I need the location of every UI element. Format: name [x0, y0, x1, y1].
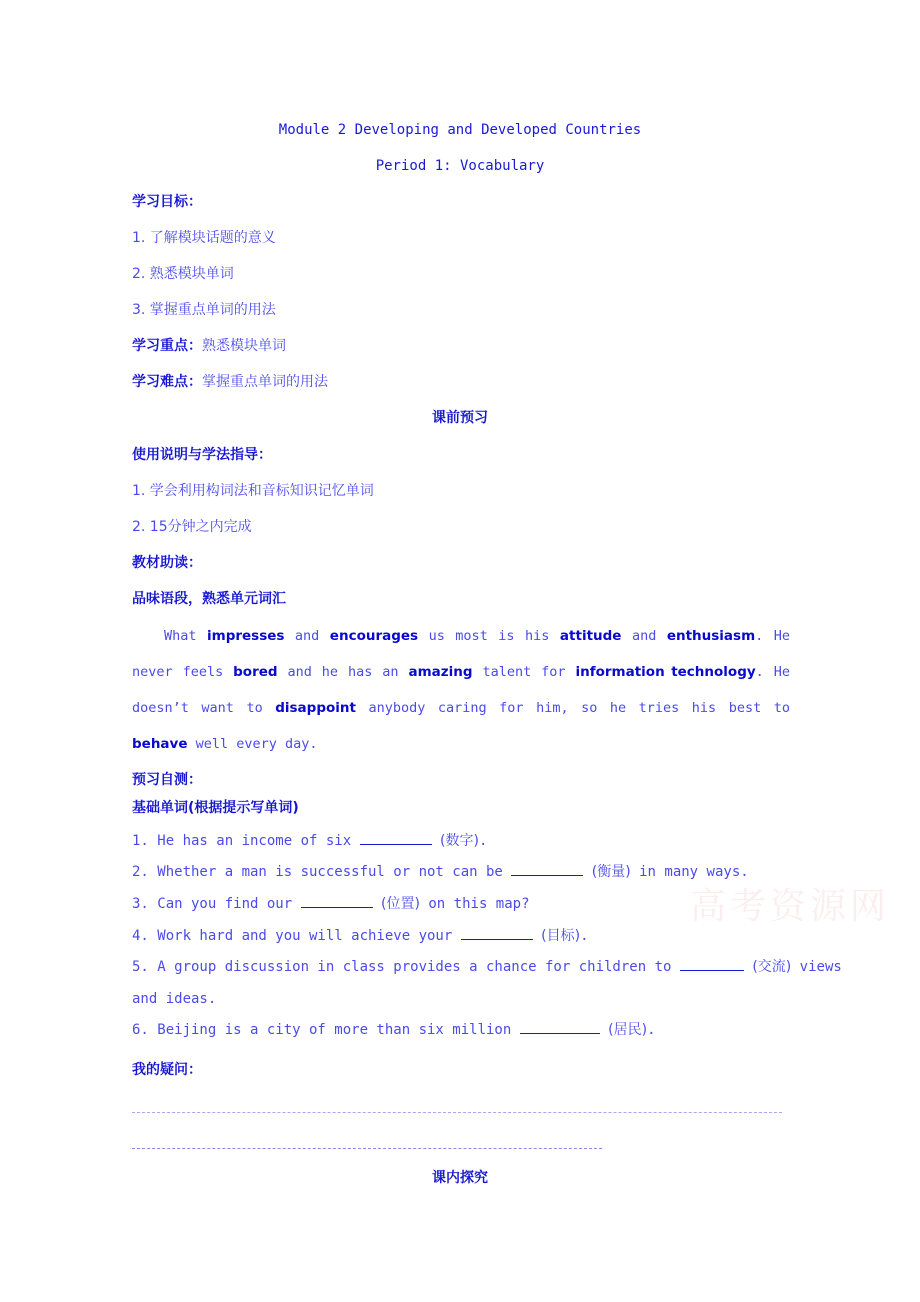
selftest-label: 预习自测： — [132, 772, 202, 788]
difficulty-line — [132, 373, 328, 391]
period-title: Period 1: Vocabulary — [375, 158, 545, 174]
answer-blank[interactable] — [301, 907, 373, 908]
answer-line[interactable] — [132, 1148, 602, 1149]
passage-text: talent for — [472, 664, 576, 680]
watermark: 高考资源网 — [690, 886, 891, 927]
reading-label: 教材助读： — [132, 555, 202, 571]
exercise-text: . — [580, 928, 589, 944]
exercise-item — [132, 927, 589, 945]
exercise-text: 1. He has an income of six — [132, 833, 360, 849]
exercise-text: views — [791, 959, 842, 975]
inclass-heading: 课内探究 — [432, 1170, 488, 1186]
answer-blank[interactable] — [680, 970, 744, 971]
exercise-item — [132, 895, 530, 913]
difficulty-label: 学习难点： — [132, 374, 202, 390]
answer-blank[interactable] — [511, 875, 583, 876]
exercise-text: 2. Whether a man is successful or not can be — [132, 864, 512, 880]
difficulty-text: 掌握重点单词的用法 — [202, 374, 328, 390]
exercise-text: . — [478, 833, 488, 849]
exercise-continuation: and ideas. — [132, 991, 217, 1007]
passage-text: What — [164, 628, 207, 644]
passage-text: . He doesn’t want to — [132, 664, 790, 716]
word-hint: (目标) — [541, 928, 581, 944]
vocab-word: encourages — [329, 628, 419, 644]
exercise-item — [132, 832, 487, 850]
exercise-text: 6. Beijing is a city of more than six million — [132, 1022, 520, 1038]
passage-text: . He never feels — [132, 628, 791, 680]
exercise-text: 3. Can you find our — [132, 896, 301, 912]
vocab-word: amazing — [408, 664, 473, 680]
word-hint: (数字) — [440, 833, 479, 849]
word-hint: (交流) — [752, 959, 792, 975]
focus-label: 学习重点： — [132, 338, 202, 354]
word-hint: (居民) — [608, 1022, 648, 1038]
exercise-item — [132, 1021, 656, 1039]
word-hint: (位置) — [381, 896, 420, 912]
answer-blank[interactable] — [360, 844, 432, 845]
exercise-item — [132, 958, 842, 976]
goals-label: 学习目标： — [132, 194, 202, 210]
goal-item: 3. 掌握重点单词的用法 — [132, 302, 276, 318]
exercise-text: on this map? — [419, 896, 530, 912]
vocab-word: behave — [132, 736, 188, 752]
passage-text: us most is his — [418, 628, 560, 644]
goal-item: 1. 了解模块话题的意义 — [132, 230, 276, 246]
vocab-word: impresses — [207, 628, 285, 644]
exercise-item — [132, 863, 749, 881]
passage-text: and — [621, 628, 667, 644]
answer-blank[interactable] — [461, 939, 533, 940]
answer-line[interactable] — [132, 1112, 782, 1113]
passage-text: well every day. — [187, 736, 318, 752]
focus-text: 熟悉模块单词 — [202, 338, 286, 354]
word-hint: (衡量) — [591, 864, 631, 880]
vocab-word: disappoint — [275, 700, 356, 716]
reading-passage — [132, 618, 790, 762]
exercise-text: 4. Work hard and you will achieve your — [132, 928, 461, 944]
answer-blank[interactable] — [520, 1033, 600, 1034]
vocab-word: attitude — [559, 628, 622, 644]
reading-subtitle: 品味语段，熟悉单元词汇 — [132, 591, 286, 607]
focus-line — [132, 337, 286, 355]
exercise-text: in many ways. — [630, 864, 749, 880]
vocab-word: enthusiasm — [666, 628, 756, 644]
goal-item: 2. 熟悉模块单词 — [132, 266, 234, 282]
questions-label: 我的疑问： — [132, 1062, 202, 1078]
passage-text: and he has an — [277, 664, 409, 680]
passage-text: and — [284, 628, 330, 644]
vocab-word: information technology — [575, 664, 756, 680]
exercise-text: 5. A group discussion in class provides a chance for children to — [132, 959, 680, 975]
instruction-item: 1. 学会利用构词法和音标知识记忆单词 — [132, 483, 374, 499]
preview-heading: 课前预习 — [432, 410, 488, 426]
basic-words-label: 基础单词(根据提示写单词) — [132, 800, 299, 816]
instructions-label: 使用说明与学法指导： — [132, 447, 272, 463]
instruction-item: 2. 15分钟之内完成 — [132, 519, 252, 535]
vocab-word: bored — [233, 664, 278, 680]
exercise-text: . — [647, 1022, 656, 1038]
module-title: Module 2 Developing and Developed Countries — [278, 122, 642, 138]
passage-text: anybody caring for him, so he tries his best to — [355, 700, 790, 716]
